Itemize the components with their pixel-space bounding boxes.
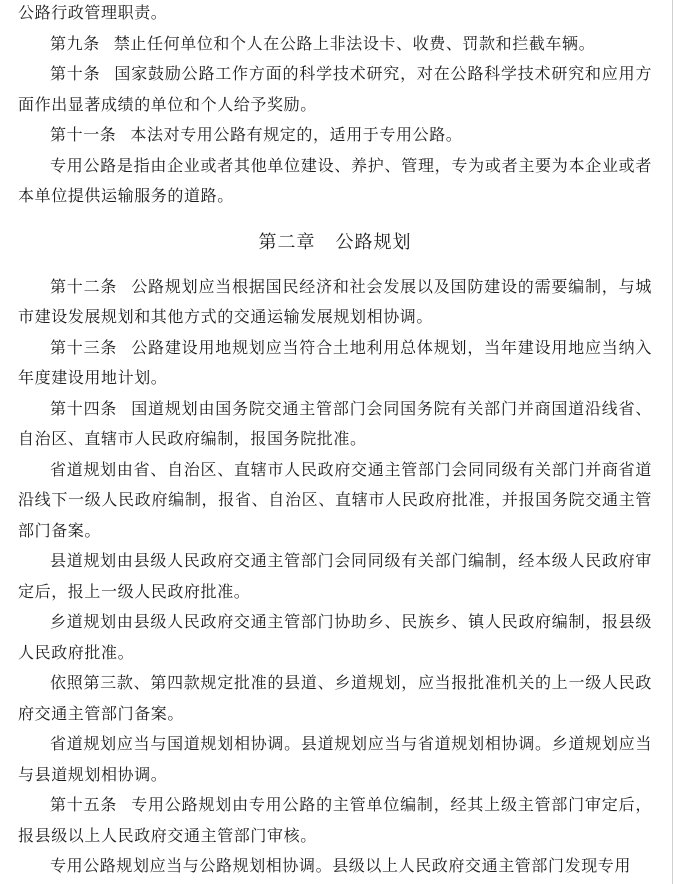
article-13 xyxy=(18,333,652,394)
paragraph-text: 公路规划应当根据国民经济和社会发展以及国防建设的需要编制，与城市建设发展规划和其他方式的交通运输发展规划相协调。 xyxy=(18,276,652,326)
paragraph-text: 县道规划由县级人民政府交通主管部门会同同级有关部门编制，经本级人民政府审定后，报上一级人民政府批准。 xyxy=(18,551,652,601)
paragraph xyxy=(18,546,652,607)
paragraph xyxy=(18,729,652,790)
paragraph-text: 省道规划应当与国道规划相协调。县道规划应当与省道规划相协调。乡道规划应当与县道规划相协调。 xyxy=(18,734,652,784)
paragraph-text: 专用公路规划应当与公路规划相协调。县级以上人民政府交通主管部门发现专用 xyxy=(50,856,632,875)
paragraph-text: 本法对专用公路有规定的，适用于专用公路。 xyxy=(130,125,463,144)
paragraph-text: 专用公路规划由专用公路的主管单位编制，经其上级主管部门审定后，报县级以上人民政府交通主管部门审核。 xyxy=(18,795,652,845)
article-label: 第十五条 xyxy=(50,795,118,814)
article-11 xyxy=(18,120,652,151)
paragraph-text: 依照第三款、第四款规定批准的县道、乡道规划，应当报批准机关的上一级人民政府交通主管部门备案。 xyxy=(18,673,652,723)
article-15 xyxy=(18,790,652,851)
paragraph xyxy=(18,668,652,729)
paragraph-text: 专用公路是指由企业或者其他单位建设、养护、管理，专为或者主要为本企业或者本单位提供运输服务的道路。 xyxy=(18,155,652,205)
article-14 xyxy=(18,394,652,455)
article-9 xyxy=(18,29,652,60)
paragraph-text: 禁止任何单位和个人在公路上非法设卡、收费、罚款和拦截车辆。 xyxy=(113,33,596,53)
article-label: 第十条 xyxy=(50,64,101,83)
article-label: 第十二条 xyxy=(50,276,118,296)
article-12 xyxy=(18,272,652,333)
paragraph xyxy=(18,607,652,668)
paragraph-text: 国道规划由国务院交通主管部门会同国务院有关部门并商国道沿线省、自治区、直辖市人民政府编制，报国务院批准。 xyxy=(18,398,652,448)
paragraph-text: 乡道规划由县级人民政府交通主管部门协助乡、民族乡、镇人民政府编制，报县级人民政府批准。 xyxy=(18,612,652,662)
paragraph-text: 省道规划由省、自治区、直辖市人民政府交通主管部门会同同级有关部门并商省道沿线下一级人民政府编制，报省、自治区、直辖市人民政府批准，并报国务院交通主管部门备案。 xyxy=(18,459,652,540)
article-label: 第十三条 xyxy=(50,337,118,357)
paragraph-text: 公路建设用地规划应当符合土地利用总体规划，当年建设用地应当纳入年度建设用地计划。 xyxy=(18,337,652,387)
article-label: 第九条 xyxy=(50,33,100,53)
chapter-heading xyxy=(18,228,652,258)
paragraph-text: 国家鼓励公路工作方面的科学技术研究，对在公路科学技术研究和应用方面作出显著成绩的单位和个人给予奖励。 xyxy=(18,64,652,114)
article-label: 第十一条 xyxy=(50,125,117,144)
paragraph xyxy=(18,851,652,882)
chapter-number: 第二章 xyxy=(258,231,316,253)
paragraph xyxy=(18,151,652,212)
paragraph-text: 公路行政管理职责。 xyxy=(18,3,168,22)
article-label: 第十四条 xyxy=(50,398,118,418)
paragraph xyxy=(18,0,652,29)
article-10 xyxy=(18,59,652,120)
paragraph xyxy=(18,455,652,547)
chapter-title: 公路规划 xyxy=(335,231,412,253)
